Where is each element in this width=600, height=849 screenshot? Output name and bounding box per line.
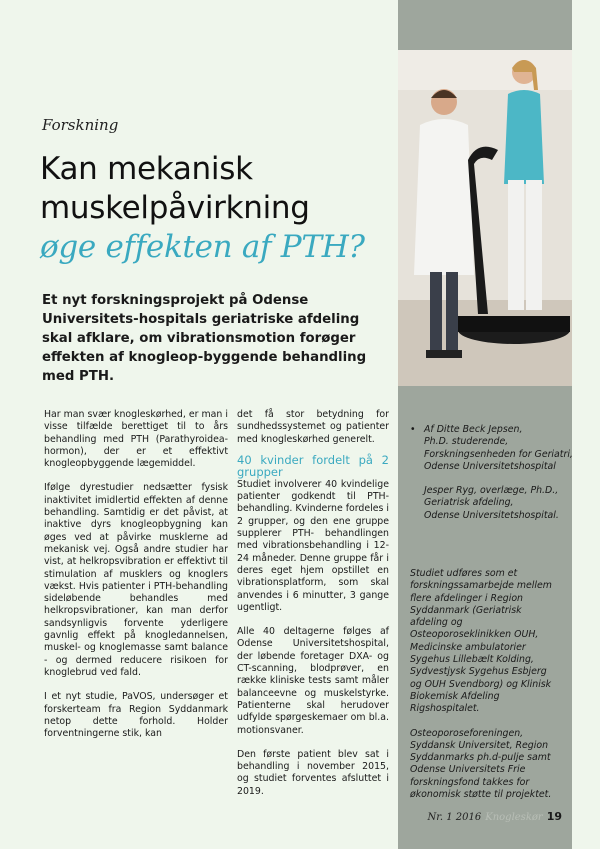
article-title (40, 150, 365, 267)
title-line-2: muskelpåvirkning (40, 190, 310, 226)
collaboration-note: Studiet udføres som et forskningssamarbejde mellem flere afdelinger i Region Syddanmark (Geriatrisk afdeling og Osteoporoseklinikken OUH, Medicinske ambulatorier Sygehus Lillebælt Kolding, Sydvestjysk Sygehus Esbjerg og OUH Svendborg) og Klinisk Biokemisk Afdeling Rigshospitalet. (410, 568, 552, 715)
bullet-icon: • (410, 424, 416, 435)
lead-paragraph: Et nyt forskningsprojekt på Odense Universitets-hospitals geriatriske afdeling skal afklare, om vibrationsmotion forøger effekten af knogleop-byggende behandling med PTH. (42, 293, 367, 384)
author-byline (410, 424, 574, 534)
byline-line: Geriatrisk afdeling, (424, 497, 514, 509)
byline-line: Odense Universitetshospital. (424, 509, 559, 521)
page-number: 19 (546, 810, 562, 823)
issue-number: Nr. 1 2016 (427, 812, 482, 823)
acknowledgements (410, 568, 560, 813)
paragraph: Ifølge dyrestudier nedsætter fysisk inaktivitet imidlertid effekten af denne behandling. Samtidig er det påvist, at inaktive dyrs knogleopbygning kan øges ved at påvirke musklerne ad mekanisk vej. Også andre studier har vist, at helkropsvibration er effektivt til stimulation af musklers og knoglers vækst. Hvis patienter i PTH-behandling sideløbende behandles med helkropsvibrationer, kan man derfor sandsynligvis forvente yderligere gavnlig effekt på knogledannelsen, muskel- og knoglemasse samt balance - og dermed reducere risikoen for knoglebrud ved fald. (44, 482, 228, 678)
byline-line: Jesper Ryg, overlæge, Ph.D., (424, 485, 559, 497)
body-column-2 (237, 409, 389, 810)
paragraph: Den første patient blev sat i behandling i november 2015, og studiet forventes afsluttet i 2019. (237, 748, 389, 797)
paragraph: Har man svær knogleskørhed, er man i visse tilfælde berettiget til to års behandling med PTH (Parathyroidea-hormon), der er et effektivt knogleopbyggende lægemiddel. (44, 409, 228, 470)
page-footer (427, 810, 562, 823)
section-label: Forskning (42, 116, 119, 134)
byline-line: Ph.D. studerende, (424, 436, 509, 448)
body-column-1 (44, 409, 228, 752)
byline-line: Odense Universitetshospital (424, 460, 556, 472)
magazine-name: Knogleskør (485, 812, 543, 823)
paragraph: Alle 40 deltagerne følges af Odense Universitetshospital, der løbende foretager DXA- og CT-scanning, blodprøver, en række kliniske tests samt måler balanceevne og muskelstyrke. Patienterne skal herudover udfylde spørgeskemaer om bl.a. motionsvaner. (237, 626, 389, 736)
article-photo (398, 50, 572, 386)
paragraph: det få stor betydning for sundhedssystemet og patienter med knogleskørhed generelt. (237, 409, 389, 445)
funding-note: Osteoporoseforeningen, Syddansk Universitet, Region Syddanmarks ph.d-pulje samt Odense Universitets Frie forskningsfond takkes for økonomisk støtte til projektet. (410, 727, 552, 801)
title-line-1: Kan mekanisk (40, 151, 253, 187)
byline-line: Forskningsenheden for Geriatri, (424, 448, 573, 460)
title-line-3: øge effekten af PTH? (40, 229, 365, 265)
byline-line: Af Ditte Beck Jepsen, (424, 424, 523, 435)
subheading: 40 kvinder fordelt på 2 grupper (237, 452, 389, 480)
paragraph: Studiet involverer 40 kvindelige patienter godkendt til PTH-behandling. Kvinderne fordeles i 2 grupper, og den ene gruppe supplerer PTH- behandlingen med vibrationsbehandling i 12-24 måneder. Denne gruppe får i deres eget hjem opstillet en vibrationsplatform, som skal anvendes i 6 minutter, 3 gange ugentligt. (237, 478, 389, 613)
paragraph: I et nyt studie, PaVOS, undersøger et forskerteam fra Region Syddanmark netop dette forhold. Holder forventningerne stik, kan (44, 691, 228, 740)
